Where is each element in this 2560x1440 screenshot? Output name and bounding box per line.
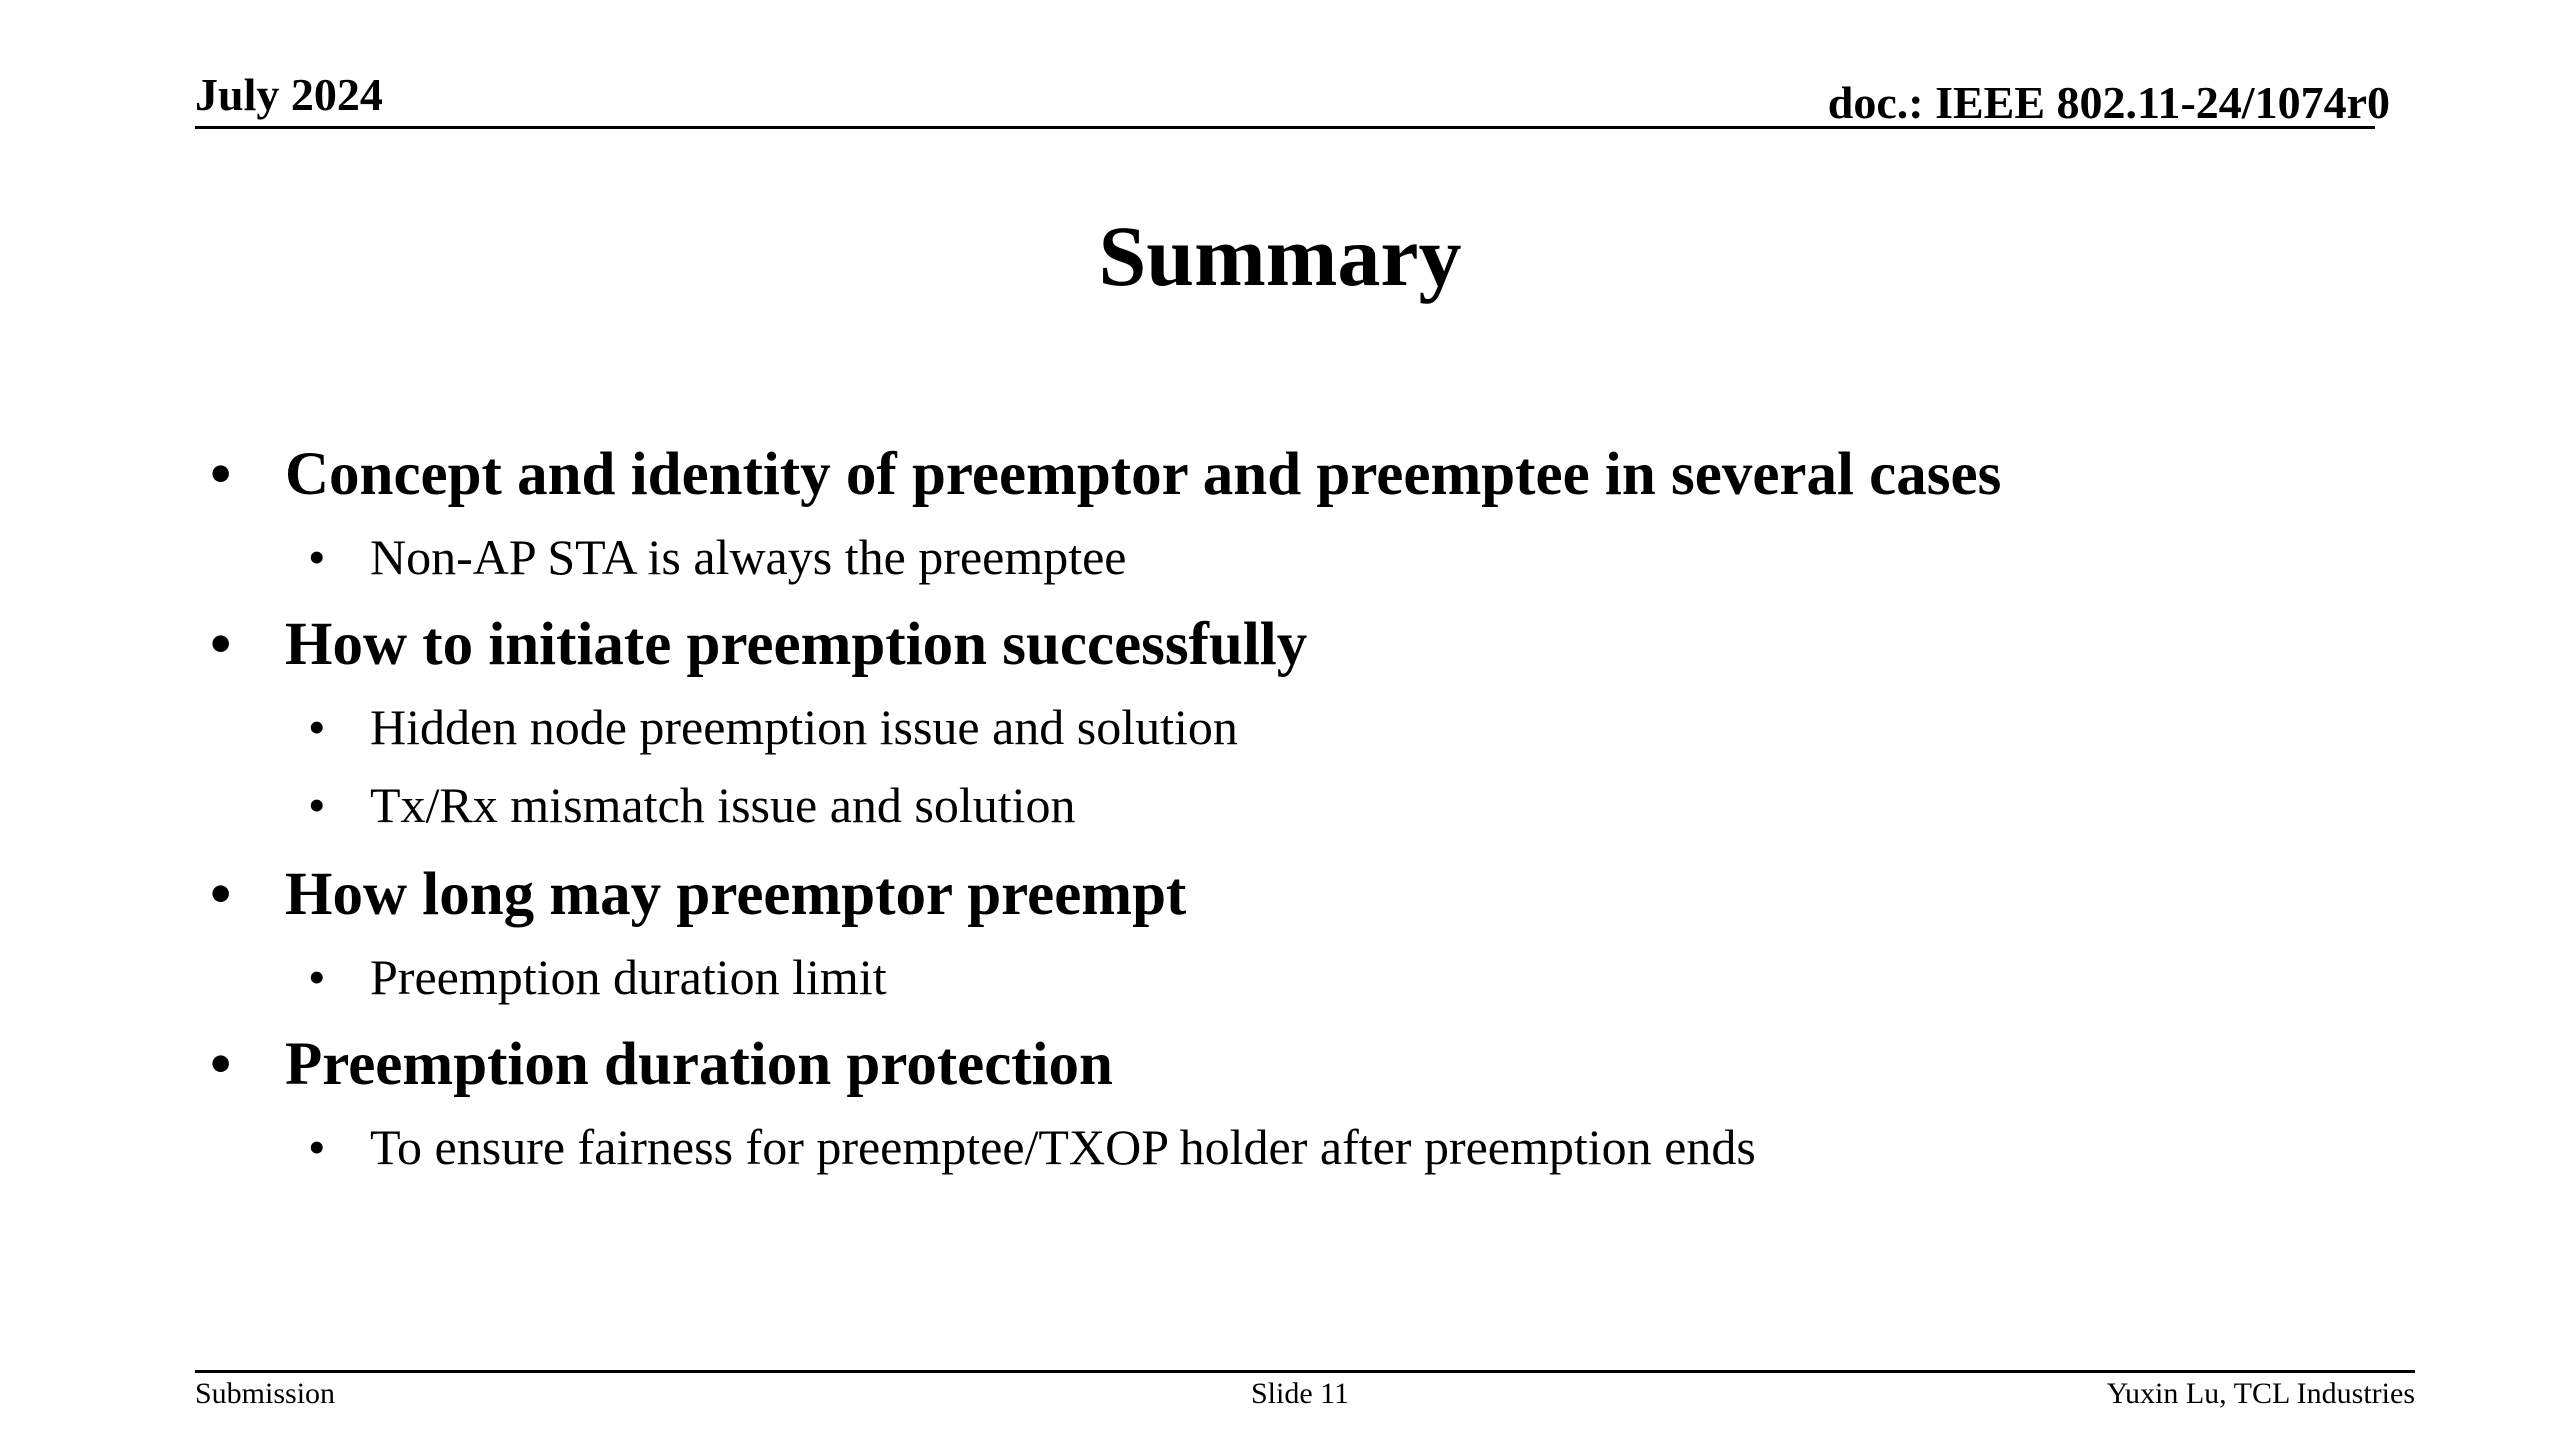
sub-bullet-text: Non-AP STA is always the preemptee bbox=[370, 529, 1127, 585]
footer-submission: Submission bbox=[195, 1377, 336, 1410]
header-date: July 2024 bbox=[195, 69, 383, 120]
bullet-marker: • bbox=[210, 441, 232, 508]
slide-title: Summary bbox=[1098, 208, 1462, 304]
sub-bullet-marker: • bbox=[308, 949, 326, 1005]
sub-bullet-marker: • bbox=[308, 529, 326, 585]
footer-author: Yuxin Lu, TCL Industries bbox=[2106, 1377, 2415, 1410]
sub-bullet-marker: • bbox=[308, 777, 326, 833]
footer-divider bbox=[195, 1370, 2415, 1373]
bullet-text: Preemption duration protection bbox=[285, 1031, 1113, 1098]
header-divider bbox=[195, 126, 2375, 129]
sub-bullet-marker: • bbox=[308, 699, 326, 755]
footer-slide-number: Slide 11 bbox=[1250, 1377, 1350, 1410]
header-doc-id: doc.: IEEE 802.11-24/1074r0 bbox=[1827, 77, 2390, 128]
bullet-marker: • bbox=[210, 1031, 232, 1098]
bullet-marker: • bbox=[210, 861, 232, 928]
bullet-text: Concept and identity of preemptor and preemptee in several cases bbox=[285, 441, 2002, 508]
sub-bullet-text: Hidden node preemption issue and solution bbox=[370, 699, 1238, 755]
sub-bullet-text: Tx/Rx mismatch issue and solution bbox=[370, 777, 1076, 833]
bullet-text: How to initiate preemption successfully bbox=[285, 611, 1308, 678]
sub-bullet-marker: • bbox=[308, 1119, 326, 1175]
bullet-text: How long may preemptor preempt bbox=[285, 861, 1187, 928]
sub-bullet-text: Preemption duration limit bbox=[370, 949, 887, 1005]
sub-bullet-text: To ensure fairness for preemptee/TXOP holder after preemption ends bbox=[370, 1119, 1756, 1175]
bullet-marker: • bbox=[210, 611, 232, 678]
